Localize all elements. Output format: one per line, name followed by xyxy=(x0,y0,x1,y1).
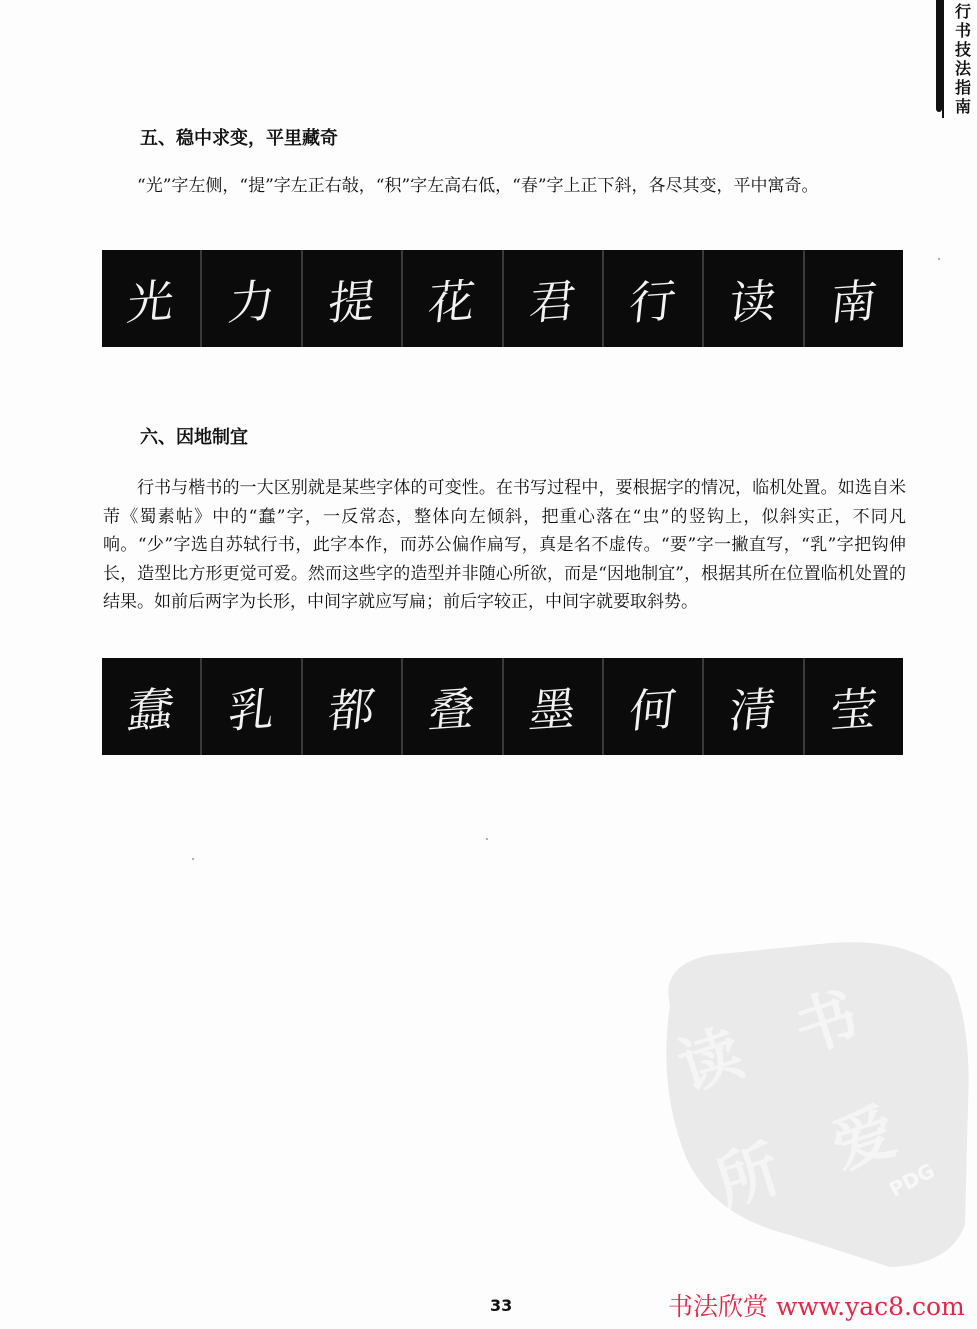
calligraphy-glyph: 读 xyxy=(727,272,780,331)
calligraphy-cell xyxy=(403,658,503,755)
calligraphy-cell xyxy=(303,250,403,347)
section6-calligraphy-strip xyxy=(102,658,903,755)
seal-mark: PDG xyxy=(885,1158,939,1202)
calligraphy-glyph: 提 xyxy=(325,272,378,331)
scan-speck xyxy=(486,838,488,840)
calligraphy-cell xyxy=(805,250,903,347)
site-watermark: 书法欣赏 www.yac8.com xyxy=(668,1292,965,1321)
calligraphy-cell xyxy=(704,658,804,755)
section5-heading: 五、稳中求变，平里藏奇 xyxy=(140,128,338,149)
calligraphy-glyph: 花 xyxy=(425,272,479,331)
calligraphy-cell xyxy=(604,658,704,755)
calligraphy-cell xyxy=(102,658,202,755)
calligraphy-cell xyxy=(704,250,804,347)
calligraphy-glyph: 清 xyxy=(727,680,780,739)
calligraphy-glyph: 乳 xyxy=(225,680,278,739)
calligraphy-glyph: 南 xyxy=(827,272,880,331)
scan-speck xyxy=(938,258,940,260)
calligraphy-glyph: 墨 xyxy=(526,680,579,739)
section5-calligraphy-strip xyxy=(102,250,903,347)
calligraphy-glyph: 君 xyxy=(526,272,579,331)
calligraphy-glyph: 蠢 xyxy=(124,680,177,739)
section6-paragraph: 行书与楷书的一大区别就是某些字体的可变性。在书写过程中，要根据字的情况，临机处置。如选自米芾《蜀素帖》中的“蠢”字，一反常态，整体向左倾斜，把重心落在“虫”的竖钩上，似斜实正，不同凡响。“少”字选自苏轼行书，此字本作，而苏公偏作扁写，真是名不虚传。“要”字一撇直写，“乳”字把钩伸长，造型比方形更觉可爱。然而这些字的造型并非随心所欲，而是“因地制宜”，根据其所在位置临机处置的结果。如前后两字为长形，中间字就应写扁；前后字较正，中间字就要取斜势。 xyxy=(103,478,906,612)
calligraphy-cell xyxy=(504,658,604,755)
calligraphy-glyph: 力 xyxy=(225,272,278,331)
calligraphy-glyph: 行 xyxy=(626,272,679,331)
seal-char: 所 xyxy=(707,1131,789,1221)
calligraphy-cell xyxy=(303,658,403,755)
seal-char: 读 xyxy=(669,1015,751,1105)
side-tab-bar xyxy=(936,0,942,112)
calligraphy-glyph: 叠 xyxy=(425,680,479,739)
seal-char: 书 xyxy=(785,977,867,1067)
calligraphy-cell xyxy=(403,250,503,347)
scan-speck xyxy=(192,858,194,860)
section6-heading: 六、因地制宜 xyxy=(140,427,248,448)
calligraphy-cell xyxy=(202,250,302,347)
page-number: 33 xyxy=(490,1296,513,1315)
calligraphy-cell xyxy=(202,658,302,755)
calligraphy-cell xyxy=(805,658,903,755)
calligraphy-glyph: 光 xyxy=(124,272,177,331)
calligraphy-glyph: 莹 xyxy=(827,680,880,739)
seal-char: 爱 xyxy=(823,1094,905,1183)
calligraphy-cell xyxy=(604,250,704,347)
calligraphy-glyph: 都 xyxy=(325,680,378,739)
side-chapter-tab xyxy=(942,0,977,118)
calligraphy-cell xyxy=(504,250,604,347)
calligraphy-cell xyxy=(102,250,202,347)
calligraphy-glyph: 何 xyxy=(626,680,679,739)
side-tab-title: 行书技法指南 xyxy=(954,2,971,116)
section5-paragraph: “光”字左侧，“提”字左正右敧，“积”字左高右低，“春”字上正下斜，各尽其变，平中寓奇。 xyxy=(137,176,819,196)
